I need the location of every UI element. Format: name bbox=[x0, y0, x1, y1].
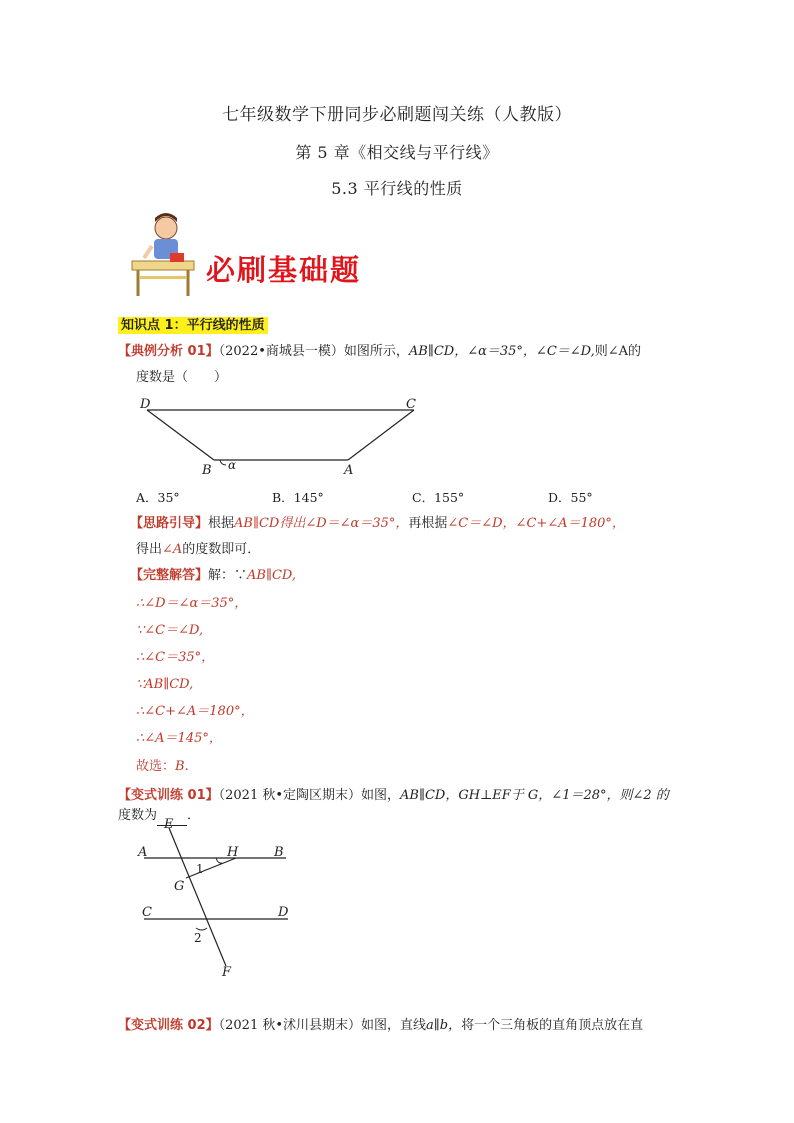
answer-step-2: ∵∠C＝∠D, bbox=[136, 623, 204, 638]
hint-line2-b: ∠A bbox=[162, 542, 183, 557]
answer-step-5: ∴∠C+∠A＝180°， bbox=[136, 704, 254, 719]
label-H: H bbox=[227, 845, 239, 860]
example-1-source: （2022•商城县一模）如图所示， bbox=[218, 344, 409, 359]
label-C: C bbox=[406, 397, 416, 412]
label-F: F bbox=[222, 965, 232, 980]
answer-step-1: ∴∠D＝∠α＝35°， bbox=[136, 596, 248, 611]
label-alpha: α bbox=[228, 458, 237, 472]
answer-tag: 【完整解答】 bbox=[130, 568, 209, 583]
option-d: D．55° bbox=[548, 490, 593, 505]
label-A: A bbox=[344, 463, 354, 478]
option-a: A．35° bbox=[136, 490, 180, 505]
document-title: 七年级数学下册同步必刷题闯关练（人教版） bbox=[222, 105, 572, 125]
hint-line2-c: 的度数即可． bbox=[182, 542, 261, 557]
variant-1-tag: 【变式训练 01】 bbox=[118, 788, 219, 803]
answer-intro-text: 解：∵ bbox=[208, 568, 248, 583]
knowledge-point-label: 知识点 1：平行线的性质 bbox=[118, 317, 268, 334]
hint-line1 bbox=[130, 514, 690, 534]
label-D2: D bbox=[278, 905, 289, 920]
variant-2-math: a∥b， bbox=[426, 1018, 462, 1033]
option-c: C．155° bbox=[412, 490, 465, 505]
variant-1-question bbox=[118, 786, 688, 806]
label-D: D bbox=[140, 397, 151, 412]
label-A2: A bbox=[138, 845, 148, 860]
hint-line2-a: 得出 bbox=[136, 542, 163, 557]
label-angle-1: 1 bbox=[196, 862, 204, 876]
answer-step-6: ∴∠A＝145°， bbox=[136, 731, 222, 746]
variant-2-question bbox=[118, 1016, 688, 1036]
variant-1-text: （2021 秋•定陶区期末）如图， bbox=[218, 788, 401, 803]
parallel-lines-figure bbox=[134, 816, 304, 980]
variant-2-end: 将一个三角板的直角顶点放在直 bbox=[461, 1018, 644, 1033]
label-B: B bbox=[202, 463, 212, 478]
choice-label: 故选： bbox=[136, 759, 176, 774]
label-E: E bbox=[164, 817, 174, 832]
hint-b: AB∥CD得出∠D＝∠α＝35°， bbox=[234, 516, 409, 531]
hint-d: ∠C＝∠D，∠C+∠A＝180°， bbox=[447, 516, 625, 531]
hint-c: 再根据 bbox=[408, 516, 448, 531]
example-1-stem-math: AB∥CD，∠α＝35°，∠C＝∠D, bbox=[408, 344, 595, 359]
hint-tag: 【思路引导】 bbox=[130, 516, 209, 531]
variant-2-tag: 【变式训练 02】 bbox=[118, 1018, 219, 1033]
section-title: 5.3 平行线的性质 bbox=[331, 179, 463, 198]
label-G: G bbox=[174, 879, 185, 894]
chapter-title: 第 5 章《相交线与平行线》 bbox=[295, 143, 499, 162]
knowledge-point-heading bbox=[118, 314, 268, 333]
example-1-stem-end: 则∠A的 bbox=[594, 344, 642, 359]
variant-1-end: ． bbox=[187, 808, 201, 823]
label-B2: B bbox=[274, 845, 284, 860]
example-1-question bbox=[118, 342, 688, 362]
answer-step-4: ∵AB∥CD, bbox=[136, 677, 194, 692]
banner-title: 必刷基础题 bbox=[206, 253, 362, 287]
student-desk-illustration bbox=[130, 206, 210, 298]
answer-choice bbox=[136, 757, 189, 777]
answer-step-3: ∴∠C＝35°， bbox=[136, 650, 215, 665]
answer-intro bbox=[130, 566, 296, 586]
choice-value: B. bbox=[175, 759, 189, 774]
trapezoid-figure bbox=[134, 394, 434, 480]
example-1-tag: 【典例分析 01】 bbox=[118, 344, 219, 359]
label-C2: C bbox=[142, 905, 152, 920]
hint-a: 根据 bbox=[208, 516, 235, 531]
hint-line2 bbox=[136, 540, 260, 560]
variant-2-text: （2021 秋•沭川县期末）如图，直线 bbox=[218, 1018, 427, 1033]
option-b: B．145° bbox=[272, 490, 324, 505]
variant-1-math: AB∥CD，GH⊥EF于 G，∠1＝28°，则∠2 的 bbox=[400, 788, 669, 803]
variant-1-line2-text: 度数为 bbox=[118, 808, 158, 823]
answer-intro-math: AB∥CD, bbox=[247, 568, 297, 583]
example-1-line2: 度数是（ ） bbox=[136, 370, 228, 385]
label-angle-2: 2 bbox=[194, 931, 202, 945]
